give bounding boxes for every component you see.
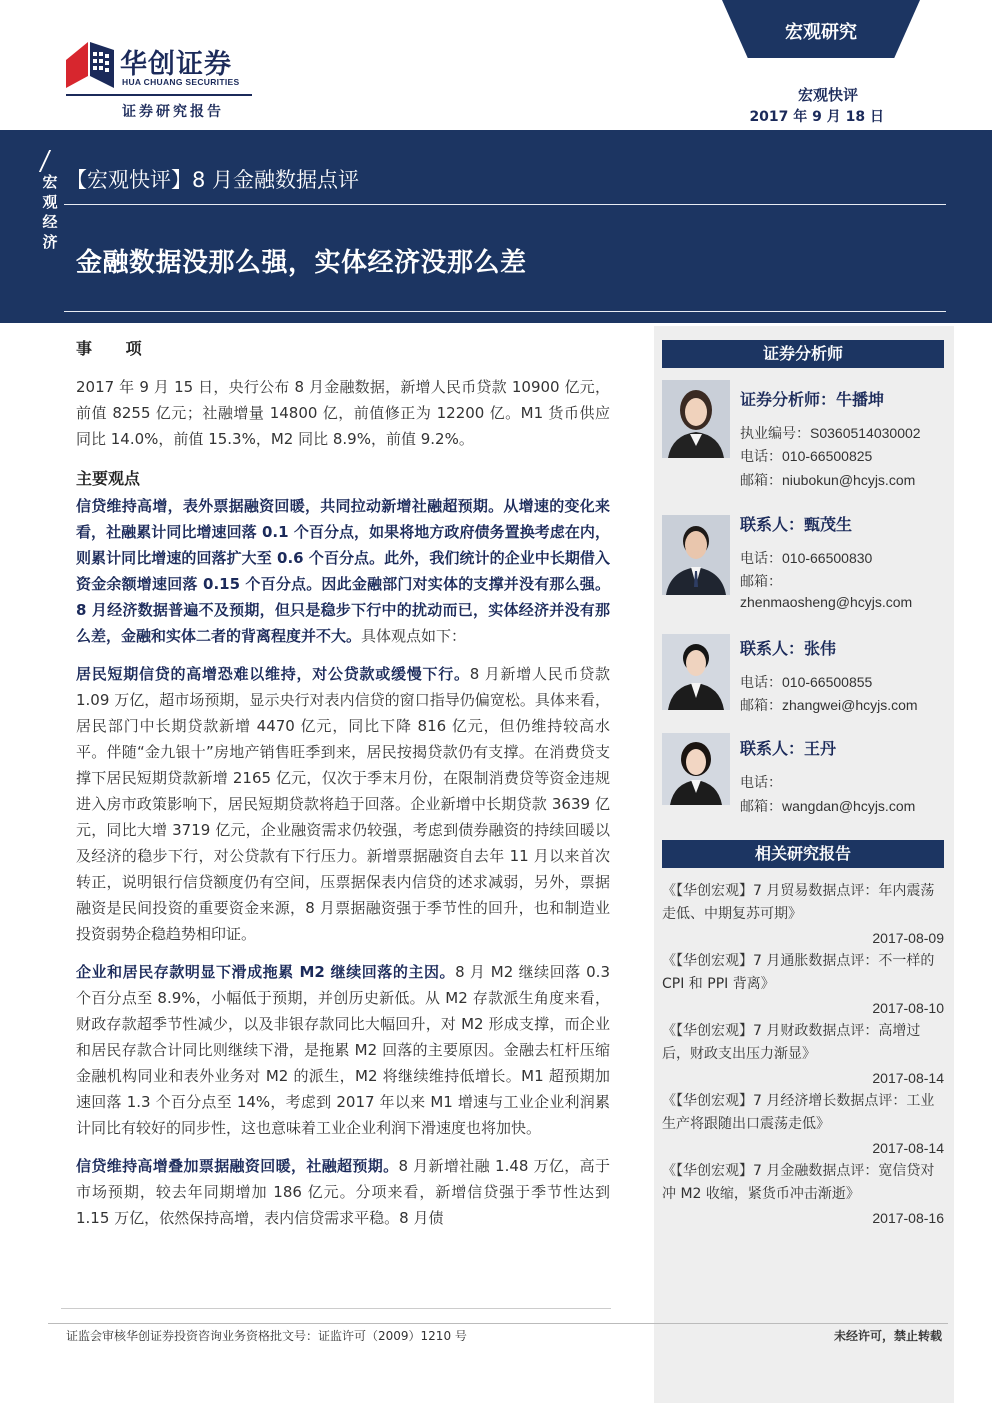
view-lead: 信贷维持高增，表外票据融资回暖，共同拉动新增社融超预期。从增速的变化来看，社融累计同比增速回落 0.1 个百分点，如果将地方政府债务置换考虑在内，则累计同比增速的回落扩大至 0.6 个百分点。此外，我们统计的企业中长期借入资金余额增速回落 0.15 个百分点。因此金融部门对实体的支撑并没有那么强。8 月经济数据普遍不及预期，但只是稳步下行中的扰动而已，实体经济并没有那么差，金融和实体二者的背离程度并不大。: [76, 497, 610, 645]
view-body: 8 月新增人民币贷款 1.09 万亿，超市场预期，显示央行对表内信贷的窗口指导仍偏宽松。具体来看，居民部门中长期贷款新增 4470 亿元，同比下降 816 亿元，但仍维持较高水平。伴随“金九银十”房地产销售旺季到来，居民按揭贷款仍有支撑。在消费贷支撑下居民短期贷款新增 2165 亿元，仅次于季末月份，在限制消费贷等资金违规进入房市政策影响下，居民短期贷款将趋于回落。企业新增中长期贷款 3639 亿元，同比大增 3719 亿元，企业融资需求仍较强，考虑到债券融资的持续回暖以及经济的稳步下行，对公贷款有下行压力。新增票据融资自去年 11 月以来首次转正，说明银行信贷额度仍有空间，压票据保表内信贷的述求减弱，另外，票据融资是民间投资的重要资金来源，8 月票据融资强于季节性的回升，也和制造业投资弱势企稳趋势相印证。: [76, 665, 610, 943]
main-content: [76, 336, 610, 1231]
view-paragraph: [76, 959, 610, 1141]
banner-subtitle: 【宏观快评】8 月金融数据点评: [66, 168, 360, 192]
related-report-link[interactable]: 《【华创宏观】7 月金融数据点评：宽信贷对冲 M2 收缩，紧货币冲击渐逝》: [662, 1163, 935, 1202]
vertical-char: 观: [42, 193, 58, 211]
report-date: 2017 年 9 月 18 日: [749, 109, 884, 125]
contact-phone: 电话：: [740, 774, 782, 790]
contact-name: 联系人：甄茂生: [740, 515, 853, 534]
banner-title: 金融数据没那么强，实体经济没那么差: [76, 248, 527, 278]
related-report-link[interactable]: 《【华创宏观】7 月财政数据点评：高增过后，财政支出压力渐显》: [662, 1023, 921, 1062]
vertical-char: 济: [42, 233, 58, 251]
contact-name: 联系人：张伟: [740, 639, 837, 658]
related-report-date: 2017-08-14: [872, 1140, 944, 1156]
related-report-link[interactable]: 《【华创宏观】7 月贸易数据点评：年内震荡走低、中期复苏可期》: [662, 883, 935, 922]
logo-underline: [66, 94, 252, 96]
contact-photo: [662, 733, 730, 805]
footer-copyright: 未经许可，禁止转载: [833, 1329, 942, 1343]
title-banner: [0, 130, 992, 323]
analyst-heading: 证券分析师: [662, 340, 944, 368]
contact-email: zhenmaosheng@hcyjs.com: [740, 594, 913, 610]
view-body: 8 月新增社融 1.48 万亿，高于市场预期，较去年同期增加 186 亿元。分项来看，新增信贷强于季节性达到 1.15 万亿，依然保持高增，表内信贷需求平稳。8 月债: [76, 1157, 610, 1227]
contact-photo: [662, 634, 730, 710]
footer-license: 证监会审核华创证券投资咨询业务资格批文号：证监许可（2009）1210 号: [66, 1329, 467, 1343]
contact-photo: [662, 515, 730, 595]
report-type-label: 证券研究报告: [122, 104, 224, 120]
views-heading: 主要观点: [76, 469, 141, 488]
vertical-char: 经: [42, 213, 58, 231]
related-report-date: 2017-08-10: [872, 1000, 944, 1016]
contact-phone: 电话：010-66500855: [740, 674, 873, 690]
view-paragraph: [76, 493, 610, 649]
view-body: 具体观点如下：: [361, 627, 467, 645]
related-report-link[interactable]: 《【华创宏观】7 月经济增长数据点评：工业生产将跟随出口震荡走低》: [662, 1093, 935, 1132]
contact-email: 邮箱：wangdan@hcyjs.com: [740, 798, 916, 814]
report-subtype: 宏观快评: [797, 86, 858, 104]
analyst-phone: 电话：010-66500825: [740, 448, 873, 464]
intro-paragraph: 2017 年 9 月 15 日，央行公布 8 月金融数据，新增人民币贷款 10900 亿元，前值 8255 亿元；社融增量 14800 亿，前值修正为 12200 亿。M1 货币供应同比 14.0%，前值 15.3%，M2 同比 8.9%，前值 9.2%。: [76, 378, 610, 448]
view-lead: 企业和居民存款明显下滑成拖累 M2 继续回落的主因。: [76, 963, 456, 981]
related-reports-heading: 相关研究报告: [662, 840, 944, 868]
banner-divider: [64, 204, 946, 205]
main-bottom-divider: [61, 1308, 611, 1309]
view-body: 8 月 M2 继续回落 0.3 个百分点至 8.9%，小幅低于预期，并创历史新低。从 M2 存款派生角度来看，财政存款超季节性减少，以及非银存款同比大幅回升，对 M2 形成支撑，而企业和居民存款合计同比则继续下滑，是拖累 M2 回落的主要原因。金融去杠杆压缩金融机构同业和表外业务对 M2 的派生，M2 将继续维持低增长。M1 超预期加速回落 1.3 个百分点至 14%，考虑到 2017 年以来 M1 增速与工业企业利润累计同比有较好的同步性，这也意味着工业企业利润下滑速度也将加快。: [76, 963, 610, 1137]
logo-mark-icon: [66, 42, 114, 88]
analyst-name: 证券分析师：牛播坤: [740, 390, 885, 409]
contact-email-label: 邮箱：: [740, 573, 782, 589]
view-lead: 居民短期信贷的高增恐难以维持，对公贷款或缓慢下行。: [76, 665, 470, 683]
logo-english-name: HUA CHUANG SECURITIES: [122, 77, 240, 87]
vertical-category-label: [40, 172, 60, 252]
banner-bottom-divider: [64, 311, 946, 312]
logo-chinese-name: 华创证券: [120, 49, 232, 80]
contact-email: 邮箱：zhangwei@hcyjs.com: [740, 697, 918, 713]
vertical-char: 宏: [42, 173, 58, 191]
section-title: 事 项: [76, 339, 156, 358]
company-logo: [66, 40, 256, 100]
related-report-date: 2017-08-16: [872, 1210, 944, 1226]
related-report-date: 2017-08-09: [872, 930, 944, 946]
footer-divider: [48, 1323, 948, 1324]
category-tab-label: 宏观研究: [785, 22, 857, 43]
analyst-email: 邮箱：niubokun@hcyjs.com: [740, 472, 916, 488]
analyst-photo: [662, 380, 730, 458]
related-report-link[interactable]: 《【华创宏观】7 月通胀数据点评：不一样的 CPI 和 PPI 背离》: [662, 953, 935, 992]
related-report-date: 2017-08-14: [872, 1070, 944, 1086]
view-lead: 信贷维持高增叠加票据融资回暖，社融超预期。: [76, 1157, 399, 1175]
view-paragraph: [76, 661, 610, 947]
contact-name: 联系人：王丹: [740, 739, 837, 758]
view-paragraph: [76, 1153, 610, 1231]
analyst-license: 执业编号：S0360514030002: [740, 425, 921, 441]
contact-phone: 电话：010-66500830: [740, 550, 873, 566]
